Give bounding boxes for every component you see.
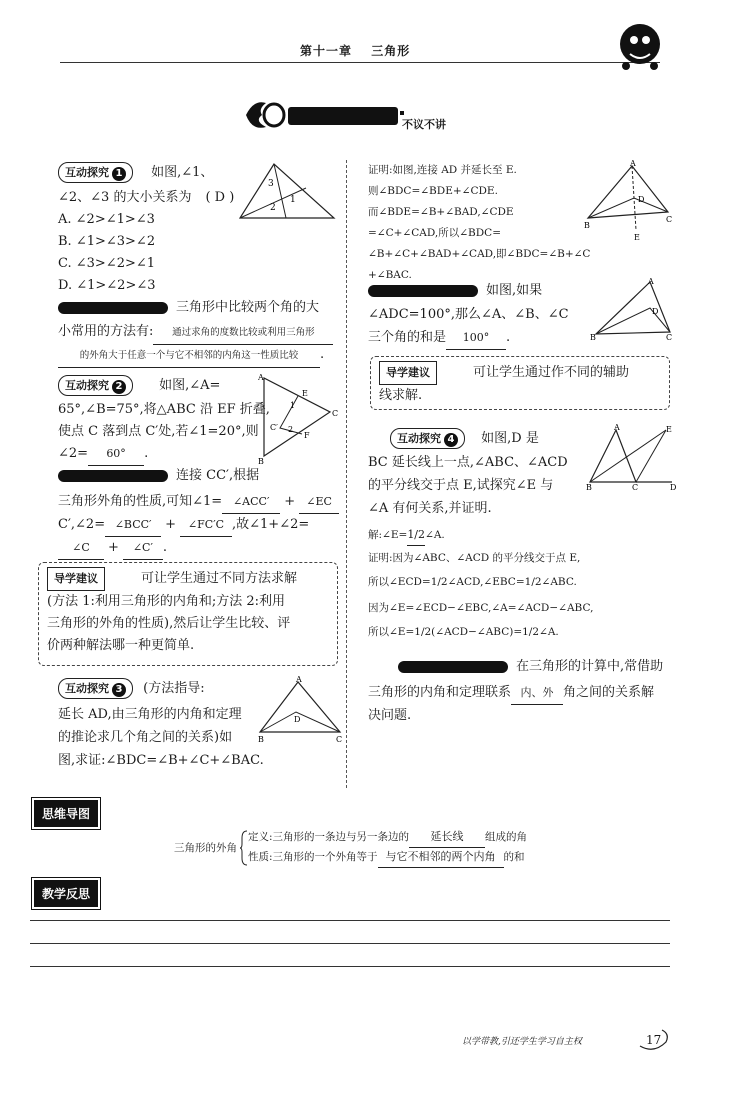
proof3-line-4: =∠C+∠CAD,所以∠BDC= [368,227,501,239]
q4-number: 4 [444,433,458,447]
q1-option-d: D. ∠1>∠2>∠3 [58,278,156,293]
q4-block [390,428,539,450]
q4-line-2: BC 延长线上一点,∠ABC、∠ACD [368,455,568,470]
q2-line-1: 如图,∠A= [159,378,221,393]
proof3-line-6: +∠BAC. [368,269,412,281]
tip2-box [370,356,670,410]
q4-proof-1: 证明:因为∠ABC、∠ACD 的平分线交于点 E, [368,552,581,564]
hint3-line-2: ∠ADC=100°,那么∠A、∠B、∠C [368,307,569,322]
svg-text:B: B [590,333,596,342]
method4-answer: 内、外 [511,682,563,705]
q2-block [58,375,220,397]
svg-text:C: C [336,735,343,742]
tip1-tag: 导学建议 [47,567,105,591]
mindmap-definition: 定义:三角形的一条边与另一条边的 延长线 组成的角 [248,826,527,848]
svg-text:A: A [258,373,264,382]
svg-text:C: C [666,333,673,342]
method4-line-1: 在三角形的计算中,常借助 [398,656,663,678]
chapter-number: 第十一章 [300,44,353,58]
q1-figure [238,160,338,222]
tip1-box [38,562,338,666]
method4-line-3: 决问题. [368,708,412,723]
q2-line-2: 65°,∠B=75°,将△ABC 沿 EF 折叠, [58,402,270,417]
q1-fig-label-1: 1 [290,195,296,205]
method1-line-1: 三角形中比较两个角的大 [58,297,319,319]
tip2-tag: 导学建议 [379,361,437,385]
hint3-figure [590,278,674,342]
svg-text:D: D [638,195,645,204]
q1-fig-label-2: 2 [270,203,276,213]
hint2-answer-2: ∠EC [299,491,339,514]
banner-tag: 不议不讲 [402,118,446,131]
svg-text:A: A [614,424,620,432]
svg-text:A: A [648,278,654,286]
q1-number: 1 [112,167,126,181]
svg-text:C: C [632,483,639,490]
hint3-line-3: 三个角的和是 100° . [368,327,510,350]
proof3-figure [584,160,674,242]
svg-text:B: B [584,221,590,230]
q4-proof-4: 所以∠E=1/2(∠ACD−∠ABC)=1/2∠A. [368,626,559,638]
q4-line-4: ∠A 有何关系,并证明. [368,501,492,516]
mindmap-title-wrap [34,800,98,827]
q3-tag: 互动探究 3 [58,678,133,699]
q4-line-1: 如图,D 是 [481,431,539,446]
q1-option-b: B. ∠1>∠3>∠2 [58,234,156,249]
hint2-answer-4: ∠FC′C [180,514,232,537]
method-bar [58,470,168,482]
mindmap-root: 三角形的外角 [174,842,237,854]
chapter-header [300,42,424,59]
reflect-title: 教学反思 [34,880,98,907]
mindmap-prop-answer: 与它不相邻的两个内角 [378,846,504,868]
proof3-line-3: 而∠BDE=∠B+∠BAD,∠CDE [368,206,514,218]
mindmap-brace [240,830,248,866]
q2-line-4: ∠2= 60° . [58,443,148,466]
svg-text:D: D [670,483,676,490]
svg-text:C′: C′ [270,423,278,432]
hint2-answer-6: ∠C′ [123,537,163,560]
q3-line-4: 图,求证:∠BDC=∠B+∠C+∠BAC. [58,753,264,768]
q1-tag: 互动探究 1 [58,162,133,183]
reflect-line-1 [30,920,670,921]
q3-line-2: 延长 AD,由三角形的内角和定理 [58,707,242,722]
hint2-line-4: ∠C + ∠C′ . [58,537,167,560]
q1-line-1: 如图,∠1、 [151,165,214,180]
q1-option-a: A. ∠2>∠1>∠3 [58,212,155,227]
svg-text:B: B [258,457,264,464]
method4-line-2: 三角形的内角和定理联系 内、外 角之间的关系解 [368,682,654,705]
mindmap-title: 思维导图 [34,800,98,827]
hint2-line-1: 连接 CC′,根据 [58,465,259,487]
svg-text:F: F [304,431,310,440]
q4-figure [586,424,676,490]
svg-text:2: 2 [288,425,294,434]
reflect-title-wrap [34,880,98,907]
q4-tag: 互动探究 4 [390,428,465,449]
q3-block [58,678,205,700]
svg-text:B: B [258,735,264,742]
q4-solution: 解:∠E=1/2∠A. [368,524,445,546]
method1-answer-2: 的外角大于任意一个与它不相邻的内角这一性质比较 [58,345,320,368]
q3-line-3: 的推论求几个角之间的关系)如 [58,730,233,745]
q1-block [58,162,213,184]
q4-line-3: 的平分线交于点 E,试探究∠E 与 [368,478,554,493]
tip2-line-2: 线求解. [379,388,423,403]
q2-tag: 互动探究 2 [58,375,133,396]
svg-text:1: 1 [290,401,296,410]
q3-number: 3 [112,683,126,697]
chapter-title: 三角形 [371,44,411,58]
method-bar [368,285,478,297]
svg-text:D: D [652,307,659,316]
proof3-line-1: 证明:如图,连接 AD 并延长至 E. [368,164,517,176]
svg-text:C: C [666,215,673,224]
svg-text:E: E [634,233,640,242]
q1-line-2: ∠2、∠3 的大小关系为 ( D ) [58,190,235,205]
svg-text:E: E [302,389,308,398]
q4-solution-frac: 1/2 [407,524,425,546]
svg-text:D: D [294,715,301,724]
svg-text:A: A [296,676,302,684]
q2-answer: 60° [88,443,144,466]
column-divider [346,160,347,788]
q1-option-c: C. ∠3>∠2>∠1 [58,256,156,271]
hint3-answer: 100° [446,327,506,350]
method1-answer-1: 通过求角的度数比较或利用三角形 [153,322,333,345]
tip1-line-4: 价两种解法哪一种更简单. [47,638,195,653]
reflect-line-3 [30,966,670,967]
mindmap-def-answer: 延长线 [409,826,485,848]
method1-line-2: 小常用的方法有: 通过求角的度数比较或利用三角形 [58,321,333,345]
svg-text:E: E [666,425,672,434]
hint2-line-3: C′,∠2= ∠BCC′ + ∠FC′C ,故∠1+∠2= [58,514,309,537]
reflect-line-2 [30,943,670,944]
q1-fig-label-3: 3 [268,179,274,189]
tip1-line-2: (方法 1:利用三角形的内角和;方法 2:利用 [47,594,286,609]
q3-line-1: (方法指导: [143,681,205,696]
footer-motto: 以学带教,引还学生学习自主权 [462,1037,582,1047]
q3-figure [258,676,344,742]
q4-proof-2: 所以∠ECD=1/2∠ACD,∠EBC=1/2∠ABC. [368,576,577,588]
method1-line-3: 的外角大于任意一个与它不相邻的内角这一性质比较 . [58,344,324,368]
hint2-answer-5: ∠C [58,537,104,560]
mascot-icon [612,18,668,74]
method-bar [58,302,168,314]
proof3-line-5: ∠B+∠C+∠BAD+∠CAD,即∠BDC=∠B+∠C [368,248,591,260]
hint3-line-1: 如图,如果 [368,280,542,302]
tip2-line-1: 可让学生通过作不同的辅助 [473,365,630,380]
q2-number: 2 [112,380,126,394]
page-number: 17 [646,1033,662,1047]
svg-text:C: C [332,409,339,418]
q2-line-3: 使点 C 落到点 C′处,若∠1=20°,则 [58,424,259,439]
hint2-answer-1: ∠ACC′ [222,491,280,514]
hint2-line-2: 三角形外角的性质,可知∠1= ∠ACC′ + ∠EC [58,491,339,514]
tip1-line-1: 可让学生通过不同方法求解 [141,571,298,586]
svg-text:B: B [586,483,592,490]
tip1-line-3: 三角形的外角的性质),然后让学生比较、评 [47,616,291,631]
page-swirl-icon [636,1024,672,1052]
mindmap-property: 性质:三角形的一个外角等于 与它不相邻的两个内角 的和 [248,846,525,868]
method-bar [398,661,508,673]
q2-figure [258,372,342,464]
q4-proof-3: 因为∠E=∠ECD−∠EBC,∠A=∠ACD−∠ABC, [368,602,594,614]
hint2-answer-3: ∠BCC′ [105,514,161,537]
proof3-line-2: 则∠BDC=∠BDE+∠CDE. [368,185,498,197]
svg-text:A: A [630,160,636,168]
header-rule [60,62,660,63]
